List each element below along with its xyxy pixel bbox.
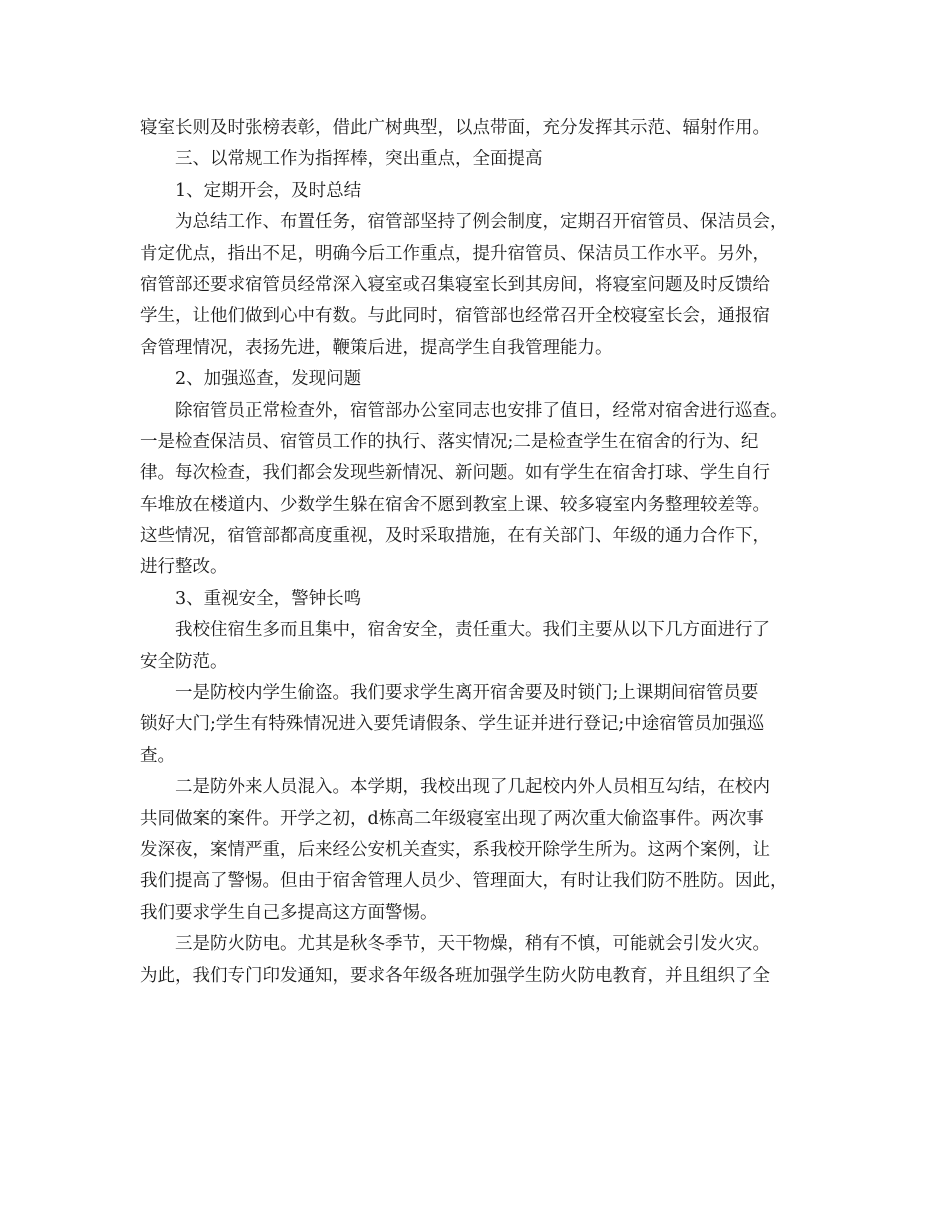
text-line: 我校住宿生多而且集中，宿舍安全，责任重大。我们主要从以下几方面进行了 [175, 620, 770, 641]
document-body [140, 113, 820, 992]
text-line: 肯定优点，指出不足，明确今后工作重点，提升宿管员、保洁员工作水平。另外， [140, 243, 770, 264]
text-line: 二是防外来人员混入。本学期，我校出现了几起校内外人员相互勾结，在校内 [175, 777, 770, 798]
text-line: 舍管理情况，表扬先进，鞭策后进，提高学生自我管理能力。 [140, 337, 613, 358]
text-line: 学生，让他们做到心中有数。与此同时，宿管部也经常召开全校寝室长会，通报宿 [140, 306, 770, 327]
text-line: 共同做案的案件。开学之初，d栋高二年级寝室出现了两次重大偷盗事件。两次事 [140, 808, 764, 829]
section-heading: 三、以常规工作为指挥棒，突出重点，全面提高 [175, 149, 543, 170]
text-line: 进行整改。 [140, 557, 228, 578]
text-line: 为此，我们专门印发通知，要求各年级各班加强学生防火防电教育，并且组织了全 [140, 965, 770, 986]
text-line: 三是防火防电。尤其是秋冬季节，天干物燥，稍有不慎，可能就会引发火灾。 [175, 934, 770, 955]
text-line: 我们要求学生自己多提高这方面警惕。 [140, 902, 438, 923]
text-line: 这些情况，宿管部都高度重视，及时采取措施，在有关部门、年级的通力合作下， [140, 526, 770, 547]
text-line: 我们提高了警惕。但由于宿舍管理人员少、管理面大，有时让我们防不胜防。因此， [140, 871, 788, 892]
subsection-heading: 3、重视安全，警钟长鸣 [175, 588, 362, 609]
subsection-heading: 1、定期开会，及时总结 [175, 180, 362, 201]
text-line: 宿管部还要求宿管员经常深入寝室或召集寝室长到其房间，将寝室问题及时反馈给 [140, 274, 770, 295]
text-line: 安全防范。 [140, 651, 228, 672]
text-line: 发深夜，案情严重，后来经公安机关查实，系我校开除学生所为。这两个案例，让 [140, 839, 770, 860]
text-line: 除宿管员正常检查外，宿管部办公室同志也安排了值日，经常对宿舍进行巡查。 [175, 400, 788, 421]
text-line: 车堆放在楼道内、少数学生躲在宿舍不愿到教室上课、较多寝室内务整理较差等。 [140, 494, 770, 515]
text-line: 一是防校内学生偷盗。我们要求学生离开宿舍要及时锁门;上课期间宿管员要 [175, 683, 759, 704]
text-line: 寝室长则及时张榜表彰，借此广树典型，以点带面，充分发挥其示范、辐射作用。 [140, 118, 770, 138]
subsection-heading: 2、加强巡查，发现问题 [175, 369, 362, 390]
text-line: 律。每次检查，我们都会发现些新情况、新问题。如有学生在宿舍打球、学生自行 [140, 463, 770, 484]
text-line: 为总结工作、布置任务，宿管部坚持了例会制度，定期召开宿管员、保洁员会， [175, 212, 788, 233]
text-line: 锁好大门;学生有特殊情况进入要凭请假条、学生证并进行登记;中途宿管员加强巡 [140, 714, 765, 735]
text-line: 一是检查保洁员、宿管员工作的执行、落实情况;二是检查学生在宿舍的行为、纪 [140, 431, 759, 452]
text-line: 查。 [140, 745, 175, 766]
